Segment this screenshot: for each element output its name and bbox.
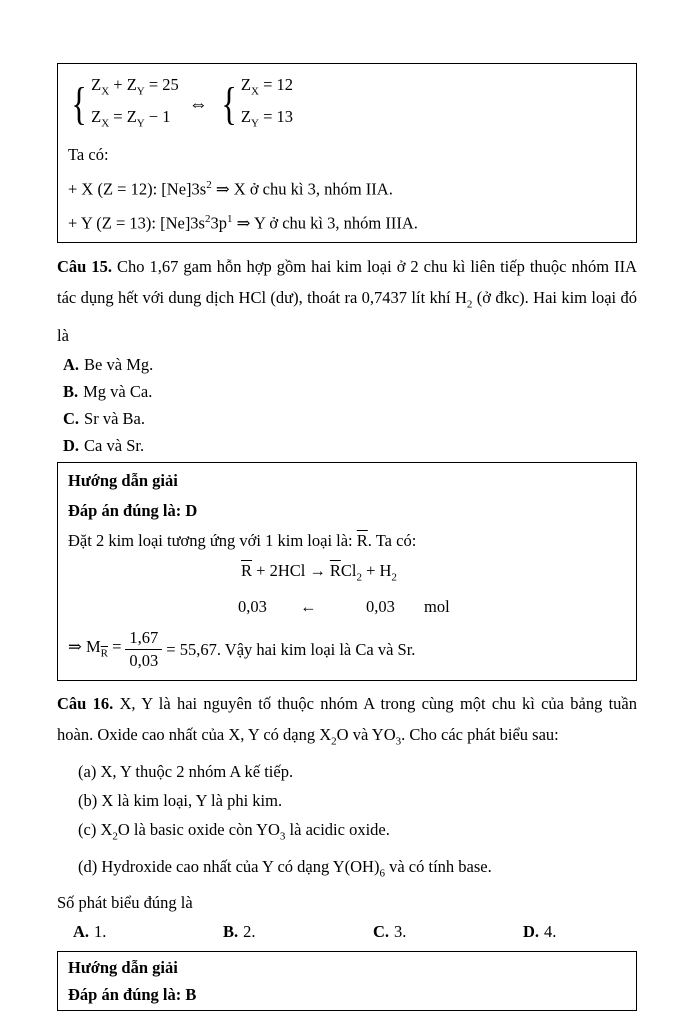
answer-line bbox=[68, 496, 626, 526]
option-text: Ca và Sr. bbox=[84, 435, 145, 455]
question-text: (ở đkc). Hai kim loại đó là bbox=[57, 287, 637, 345]
question-15-text bbox=[57, 251, 637, 351]
statement-a: (a) X, Y thuộc 2 nhóm A kế tiếp. bbox=[78, 762, 294, 782]
ta-co-line: Ta có: bbox=[68, 144, 109, 164]
formula-text: Z bbox=[240, 75, 251, 94]
fraction bbox=[125, 627, 162, 672]
option-letter: D. bbox=[523, 922, 540, 942]
formula-text: + 2HCl bbox=[252, 560, 306, 580]
statement-text: (d) Hydroxide cao nhất của Y có dạng Y(OH) bbox=[78, 856, 380, 876]
answer-value: B bbox=[185, 985, 197, 1005]
option-text: Be và Mg. bbox=[84, 354, 154, 374]
subscript: X bbox=[101, 85, 110, 98]
question-text: O và YO bbox=[336, 725, 396, 745]
answer-label: Đáp án đúng là: bbox=[68, 500, 182, 520]
formula-text: Cl bbox=[340, 560, 357, 580]
conclusion-text: = 55,67. Vậy hai kim loại là Ca và Sr. bbox=[166, 639, 416, 659]
question-text: X, Y là hai nguyên tố thuộc nhóm A trong cùng một chu kì của bảng tuần hoàn. Oxide cao nhất của X, Y có dạng X bbox=[57, 694, 638, 745]
formula-text: ⇒ Y ở chu kì 3, nhóm IIIA. bbox=[232, 213, 418, 233]
statement-text: là acidic oxide. bbox=[285, 820, 390, 840]
subscript: 2 bbox=[112, 830, 118, 843]
option-letter: B. bbox=[223, 922, 239, 942]
system-right-lines bbox=[241, 72, 293, 137]
equals-text: = bbox=[107, 636, 122, 656]
equation-line bbox=[91, 72, 179, 104]
option-d bbox=[523, 917, 556, 946]
formula-text: = 12 bbox=[258, 75, 293, 94]
reaction-equation bbox=[241, 556, 626, 592]
question-text: . Cho các phát biểu sau: bbox=[401, 725, 559, 745]
statement-b: (b) X là kim loại, Y là phi kim. bbox=[78, 791, 283, 811]
formula-text: = 13 bbox=[258, 107, 293, 127]
implies-text: ⇒ M bbox=[68, 636, 101, 656]
answer-value: D bbox=[185, 500, 198, 520]
setup-text: Đặt 2 kim loại tương ứng với 1 kim loại là: bbox=[68, 530, 357, 550]
option-letter: D. bbox=[63, 435, 80, 455]
equation-line bbox=[91, 104, 179, 136]
setup-text: . Ta có: bbox=[367, 530, 417, 550]
formula-text: + H bbox=[361, 560, 392, 580]
equation-system-left bbox=[68, 72, 179, 137]
question-16-prompt: Số phát biểu đúng là bbox=[57, 893, 193, 913]
solution-box-15 bbox=[57, 462, 637, 681]
left-arrow-icon: ← bbox=[300, 597, 317, 617]
option-a bbox=[73, 917, 223, 946]
element-y-config-line bbox=[68, 204, 626, 239]
option-text: 3. bbox=[394, 922, 407, 942]
formula-text: + X (Z = 12): [Ne]3s bbox=[68, 179, 207, 199]
question-text: Cho 1,67 gam hỗn hợp gồm hai kim loại ở 2 chu kì liên tiếp thuộc nhóm IIA tác dụng hết với dung dịch HCl (dư), thoát ra 0,7437 lít khí H bbox=[57, 256, 638, 307]
mol-value: 0,03 bbox=[238, 597, 267, 617]
right-arrow-icon: → bbox=[309, 560, 326, 580]
subscript: 3 bbox=[395, 735, 402, 748]
superscript: 2 bbox=[204, 213, 211, 226]
option-letter: A. bbox=[73, 922, 90, 942]
setup-line bbox=[68, 526, 626, 556]
subscript: Y bbox=[250, 117, 259, 130]
superscript: 2 bbox=[206, 178, 212, 191]
subscript: 2 bbox=[466, 297, 473, 310]
option-text: 4. bbox=[544, 922, 557, 942]
option-b bbox=[63, 378, 637, 405]
formula-text: = Z bbox=[109, 107, 137, 127]
solution-box-previous bbox=[57, 63, 637, 243]
option-text: Sr và Ba. bbox=[84, 408, 145, 428]
element-x-config-line bbox=[68, 170, 626, 205]
mol-value: 0,03 bbox=[366, 597, 395, 617]
answer-line bbox=[68, 981, 626, 1008]
question-16-options bbox=[57, 917, 637, 946]
option-c bbox=[373, 917, 523, 946]
formula-text: Z bbox=[91, 107, 102, 127]
answer-label: Đáp án đúng là: bbox=[68, 985, 182, 1005]
subscript: 3 bbox=[279, 830, 286, 843]
equation-line bbox=[241, 72, 293, 104]
m-subscript-r-bar: R bbox=[100, 646, 108, 659]
fraction-numerator: 1,67 bbox=[125, 627, 162, 650]
formula-text bbox=[68, 636, 121, 664]
subscript: 2 bbox=[331, 735, 337, 748]
formula-text: Z bbox=[240, 107, 251, 127]
option-text: 2. bbox=[243, 922, 256, 942]
iff-arrow-icon: ⇔ bbox=[188, 93, 208, 115]
option-d bbox=[63, 432, 637, 459]
formula-text: − 1 bbox=[144, 107, 171, 127]
formula-text: ⇒ X ở chu kì 3, nhóm IIA. bbox=[211, 179, 393, 199]
statement-text: O là basic oxide còn YO bbox=[117, 820, 280, 840]
statement-text: (c) X bbox=[78, 820, 113, 840]
subscript: 2 bbox=[391, 571, 397, 584]
superscript: 1 bbox=[226, 213, 233, 226]
system-left-lines bbox=[91, 72, 179, 137]
question-16-text bbox=[57, 688, 637, 757]
equation-system bbox=[68, 72, 626, 137]
option-a bbox=[63, 351, 637, 378]
option-text: 1. bbox=[94, 922, 107, 942]
conclusion-line bbox=[68, 627, 626, 672]
formula-text: 3p bbox=[210, 213, 227, 233]
formula-text: Z bbox=[91, 75, 102, 94]
solution-box-16 bbox=[57, 951, 637, 1011]
subscript: Y bbox=[136, 85, 145, 98]
question-16-statements bbox=[57, 757, 637, 888]
r-bar-symbol: $\overline{R}$ bbox=[241, 560, 253, 580]
mol-unit: mol bbox=[424, 597, 450, 617]
subscript: 2 bbox=[356, 571, 362, 584]
question-15-label: Câu 15. bbox=[57, 256, 112, 276]
option-b bbox=[223, 917, 373, 946]
left-brace-glyph: { bbox=[71, 78, 87, 130]
fraction-denominator: 0,03 bbox=[129, 651, 159, 671]
option-c bbox=[63, 405, 637, 432]
question-15-options bbox=[57, 351, 637, 459]
solution-heading: Hướng dẫn giải bbox=[68, 470, 178, 490]
option-letter: C. bbox=[373, 922, 390, 942]
subscript: 6 bbox=[379, 867, 385, 880]
option-letter: B. bbox=[63, 381, 79, 401]
formula-text: = 25 bbox=[144, 75, 179, 94]
equation-line bbox=[241, 104, 293, 136]
statement-d bbox=[78, 852, 637, 888]
option-text: Mg và Ca. bbox=[83, 381, 153, 401]
question-16-label: Câu 16. bbox=[57, 694, 114, 714]
formula-text: + Y (Z = 13): [Ne]3s bbox=[68, 213, 205, 233]
subscript: X bbox=[250, 85, 259, 98]
statement-text: và có tính base. bbox=[384, 856, 492, 876]
subscript: Y bbox=[136, 117, 145, 130]
mol-values-line bbox=[238, 592, 626, 621]
option-letter: A. bbox=[63, 354, 80, 374]
formula-text: + Z bbox=[109, 75, 137, 94]
r-bar-symbol: $\overline{R}$ bbox=[356, 530, 368, 550]
subscript: X bbox=[101, 117, 110, 130]
option-letter: C. bbox=[63, 408, 80, 428]
solution-heading: Hướng dẫn giải bbox=[68, 958, 178, 978]
statement-c bbox=[78, 815, 637, 851]
left-brace-glyph: { bbox=[221, 78, 237, 130]
equation-system-right bbox=[218, 72, 293, 137]
r-bar-symbol: $\overline{R}$ bbox=[329, 560, 341, 580]
